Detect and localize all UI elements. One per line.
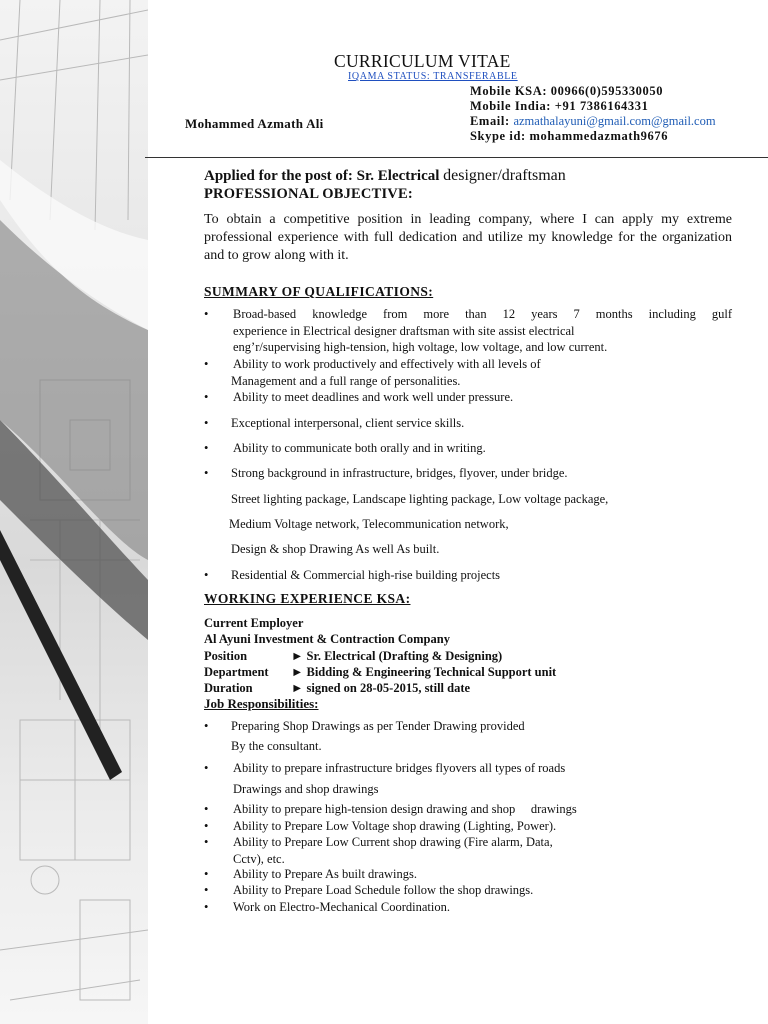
email-link[interactable]: azmathalayuni@gmail.com@gmail.com — [513, 114, 716, 128]
summary-sub-3: Design & shop Drawing As well As built. — [231, 542, 440, 556]
candidate-name: Mohammed Azmath Ali — [185, 116, 324, 131]
company-name: Al Ayuni Investment & Contraction Company — [204, 632, 450, 647]
email-line — [470, 114, 716, 129]
responsibilities-heading: Job Responsibilities: — [204, 696, 319, 712]
applied-prefix: Applied for the post of: Sr. Electrical — [204, 168, 440, 184]
resp-item-3: • Ability to prepare high-tension design drawing and shop drawings — [204, 802, 577, 816]
applied-post — [204, 167, 566, 185]
duration-row: Duration ► signed on 28-05-2015, still date — [204, 681, 471, 696]
summary-sub-2: Medium Voltage network, Telecommunication network, — [229, 517, 509, 531]
summary-sub-1: Street lighting package, Landscape lighting package, Low voltage package, — [231, 492, 609, 506]
department-row: Department ► Bidding & Engineering Technical Support unit — [204, 664, 557, 679]
contact-block — [470, 84, 716, 144]
blueprint-background-image — [0, 0, 148, 1024]
mobile-ksa: Mobile KSA: 00966(0)595330050 — [470, 84, 664, 98]
current-employer-label: Current Employer — [204, 616, 304, 630]
email-label: Email: — [470, 114, 510, 128]
summary-heading: SUMMARY OF QUALIFICATIONS: — [204, 284, 434, 299]
position-row: Position ► Sr. Electrical (Drafting & Designing) — [204, 648, 503, 663]
objective-text: To obtain a competitive position in leading company, where I can apply my extreme professional experience with full dedication and utilize my knowledge for the organization and to grow along with it. — [204, 212, 732, 263]
experience-heading: WORKING EXPERIENCE KSA: — [204, 591, 411, 606]
employer-block — [204, 615, 556, 713]
objective-heading: PROFESSIONAL OBJECTIVE: — [204, 186, 413, 202]
applied-post-title: designer/draftsman — [443, 167, 566, 184]
iqama-status: IQAMA STATUS: TRANSFERABLE — [348, 71, 518, 82]
mobile-india: Mobile India: +91 7386164331 — [470, 99, 649, 113]
skype-id: Skype id: mohammedazmath9676 — [470, 129, 669, 143]
header-divider — [145, 157, 768, 158]
document-title: CURRICULUM VITAE — [334, 51, 511, 71]
